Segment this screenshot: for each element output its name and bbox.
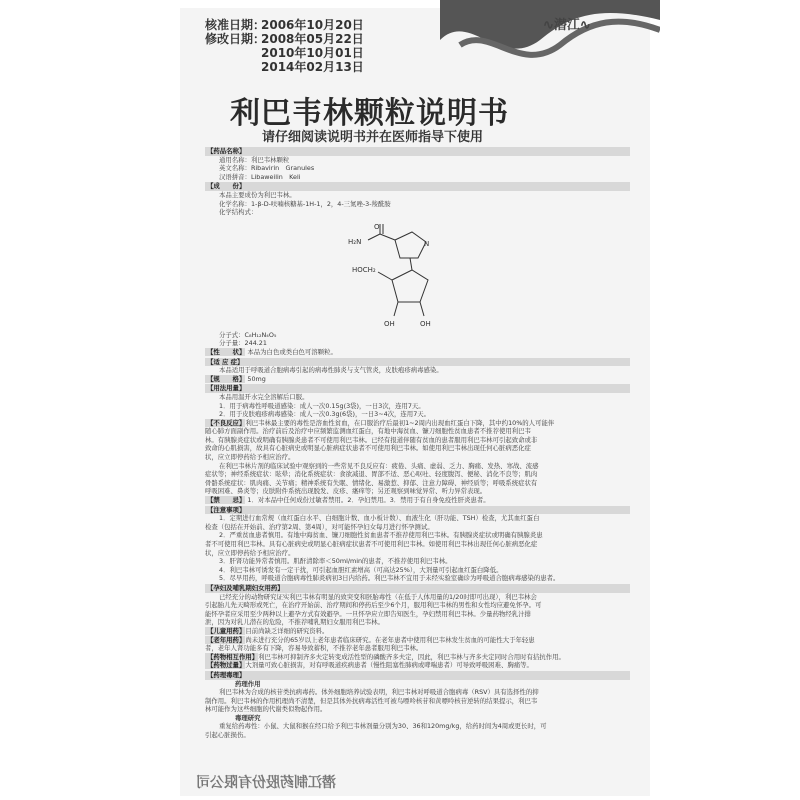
date-label: 核准日期： (205, 18, 266, 32)
text-line: 大剂量可致心脏损害，对有呼吸道疾病患者（慢性阻塞性肺病或哮喘患者）可导致呼吸困难、胸痛等。 (245, 661, 533, 670)
text-line: 利巴韦林为合成的核苷类抗病毒药。体外细胞培养试验表明，利巴韦林对呼吸道合胞病毒（RSV）具有选择性的抑 (219, 688, 539, 697)
text-line: 目前尚缺乏详细的研究资料。 (245, 626, 329, 635)
oxygen-label: O (374, 223, 380, 231)
text-line: 化学结构式： (219, 208, 258, 217)
section-heading: 【适 应 症】 (205, 358, 630, 367)
text-line: 检查（包括在开始前、治疗第2周、第4周），对可能怀孕妇女每月进行怀孕测试。 (205, 522, 434, 531)
section-heading: 【规 格】 (207, 374, 246, 383)
text-line: 已经充分的动物研究证实利巴韦林有明显的致突变和胚胎毒性（在低于人体用量的1/20时即可出现），利巴韦林会 (219, 592, 537, 601)
text-line: 能怀孕者应采用至少两种以上避孕方式有效避孕。一旦怀孕应立即告知医生，孕妇禁用利巴韦林。少量药物经乳汁排 (205, 609, 531, 618)
text-line: 状，应立即停药给予相应治疗。 (205, 453, 295, 462)
section-heading: 【性 状】 (207, 347, 246, 356)
section-heading: 【药理毒理】 (205, 671, 630, 680)
subheading: 药理作用 (235, 679, 261, 688)
text-line: 症状等；神经系统症状：眩晕；消化系统症状：食欲减退、胃部不适、恶心呕吐、轻度腹泻、便秘、消化不良等；肌肉 (205, 470, 538, 479)
section-heading: 【用法用量】 (205, 384, 630, 393)
text-line: 本品用温开水完全溶解后口服。 (219, 392, 309, 401)
text-line: 50mg (247, 374, 266, 383)
text-line: 化学名称：1-β-D-呋喃核糖基-1H-1，2，4-三氮唑-3-羧酰胺 (219, 199, 391, 208)
text-line: 者不可使用利巴韦林。具有心脏病史或明显心脏病症状患者不可使用利巴韦林。如使用利巴韦林出现任何心脏病恶化症 (205, 540, 538, 548)
date-value: 2006年10月20日 (261, 18, 364, 32)
text-line: 尚未进行充分的65岁以上老年患者临床研究。在老年患者中使用利巴韦林发生贫血的可能性大于年轻患 (245, 635, 535, 644)
text-line: 2．用于皮肤疱疹病毒感染：成人一次0.3g(6袋)，一日3~4次，连用7天。 (219, 410, 431, 419)
approval-dates (205, 18, 364, 74)
date-value: 2010年10月01日 (261, 46, 364, 60)
text-line: 重复给药毒性：小鼠、大鼠和猴在经口给予利巴韦林剂量分别为30、36和120mg/kg，给药时间为4周或更长时，可 (219, 722, 547, 731)
subheading: 毒理研究 (235, 713, 261, 722)
text-line: 骨骼系统症状：肌肉痛、关节痛；精神系统有失眠、情绪化、易激惹、抑郁、注意力障碍、神经质等；呼吸系统症状有 (205, 478, 538, 487)
text-line: 利巴韦林可抑制齐多夫定转变成活性型的磷酸齐多夫定，因此，利巴韦林与齐多夫定同时合用时有拮抗作用。 (258, 652, 565, 661)
text-line: 林。有胰腺炎症状或明确有胰腺炎患者不可使用利巴韦林。已经有报道伴随有贫血的患者服用利巴韦林可引起致命或非 (205, 435, 538, 444)
text-line: 引起胎儿先天畸形或死亡，在治疗开始前、治疗期间和停药后至少6个月，服用利巴韦林的男性和女性均应避免怀孕。可 (205, 601, 542, 610)
section-heading: 【禁 忌】 (207, 496, 246, 505)
section-heading: 【药品名称】 (205, 147, 630, 156)
text-line: 林可能作为这些细胞的代谢类似物起作用。 (205, 705, 327, 714)
section-heading: 【成 份】 (205, 182, 630, 191)
section-heading: 【不良反应】 (207, 418, 246, 427)
text-line: 状，应立即停药给予相应治疗。 (205, 548, 295, 557)
text-line: 在利巴韦林片剂的临床试验中观察到的一些常见不良反应有：疲倦、头痛、虚弱、乏力、胸痛、发热、寒战、流感 (219, 461, 539, 470)
text-line: 2．严重贫血患者慎用。有地中海贫血、镰刀细胞性贫血患者不推荐使用利巴韦林。有胰腺炎症状或明确有胰腺炎患 (219, 531, 543, 540)
text-line: 1．对本品中任何成份过敏者禁用。2．孕妇禁用。3．禁用于有自身免疫性肝炎患者。 (247, 496, 490, 505)
date-value: 2008年05月22日 (261, 32, 364, 46)
document-subtitle: 请仔细阅读说明书并在医师指导下使用 (262, 130, 484, 145)
text-line: 分子式：C₈H₁₂N₄O₅ (219, 330, 277, 339)
section-heading: 【注意事项】 (205, 506, 630, 515)
section-heading: 【儿童用药】 (207, 626, 246, 635)
text-line: 本品主要成份为利巴韦林。 (219, 190, 296, 199)
section-heading: 【孕妇及哺乳期妇女用药】 (205, 584, 630, 593)
text-line: 英文名称：Ribavirin Granules (219, 164, 315, 173)
company-logo: ∿潜江∿ (543, 18, 591, 33)
section-heading: 【药物过量】 (207, 661, 246, 670)
text-line: 利巴韦林最主要的毒性是溶血性贫血，在口服治疗后最初1~2周内出现血红蛋白下降，其中约10%的人可能伴 (245, 418, 555, 427)
text-line: 呼吸困难、鼻炎等；皮肤附件系统出现脱发、皮疹、瘙痒等；另还观察到味觉异常、听力异常表现。 (205, 487, 487, 496)
text-line: 汉语拼音：Libaweilin Keli (219, 172, 301, 181)
date-label: 修改日期： (205, 32, 266, 46)
hydroxymethyl-label: HOCH₂ (352, 266, 376, 274)
text-line: 制作用。利巴韦林的作用机理尚不清楚，但是其体外抗病毒活性可被鸟嘌呤核苷和黄嘌呤核苷逆转的结果提示，利巴韦 (205, 696, 538, 705)
amide-label: H₂N (348, 238, 362, 246)
text-line: 1．定期进行血常规（血红蛋白水平、白细胞计数、血小板计数）、血液生化（肝功能、TSH）检查，尤其血红蛋白 (219, 514, 540, 523)
section-heading: 【老年用药】 (207, 635, 246, 644)
text-line: 本品为白色或类白色可溶颗粒。 (247, 347, 337, 356)
text-line: 分子量：244.21 (219, 339, 267, 348)
text-line: 5．尽早用药，呼吸道合胞病毒性肺炎病初3日内给药。利巴韦林不宜用于未经实验室确诊为呼吸道合胞病毒感染的患者。 (219, 574, 560, 583)
text-line: 4．利巴韦林可诱发有一定干扰，可引起血胆红素增高（可高达25%），大剂量可引起血红蛋白降低。 (219, 565, 503, 574)
text-line: 本品适用于呼吸道合胞病毒引起的病毒性肺炎与支气管炎，皮肤疱疹病毒感染。 (219, 366, 443, 375)
text-line: 者，老年人肾功能多有下降，容易导致蓄积，不推荐老年患者服用利巴韦林。 (205, 644, 423, 653)
text-line: 3．肝肾功能异常者慎用。肌酐清除率＜50ml/min的患者，不推荐使用利巴韦林。 (219, 557, 452, 566)
text-line: 致命的心肌损害，故具有心脏病史或明显心脏病症状患者不可使用利巴韦林。如使用利巴韦林出现任何心脏病恶化症 (205, 444, 531, 453)
mirrored-footer-text: 潜江制药股份有限公司 (196, 775, 336, 791)
date-value: 2014年02月13日 (261, 60, 364, 74)
chemical-structure (340, 222, 460, 334)
document-title: 利巴韦林颗粒说明书 (230, 96, 509, 131)
nitrogen-label: N (424, 240, 430, 248)
text-line: 1．用于病毒性呼吸道感染：成人一次0.15g(3袋)，一日3次，连用7天。 (219, 401, 425, 410)
hydroxyl-label: OH (420, 320, 431, 328)
section-heading: 【药物相互作用】 (207, 652, 259, 661)
text-line: 随心肺方面副作用。治疗前后及治疗中应频繁监测血红蛋白，有地中海贫血、镰刀细胞性贫血患者不推荐使用利巴韦 (205, 427, 531, 436)
text-line: 引起心脏损伤。 (205, 731, 250, 740)
text-line: 通用名称：利巴韦林颗粒 (219, 155, 290, 164)
text-line: 泄，因为对乳儿潜在的危险，不推荐哺乳期妇女服用利巴韦林。 (205, 618, 384, 627)
hydroxyl-label: OH (384, 320, 395, 328)
